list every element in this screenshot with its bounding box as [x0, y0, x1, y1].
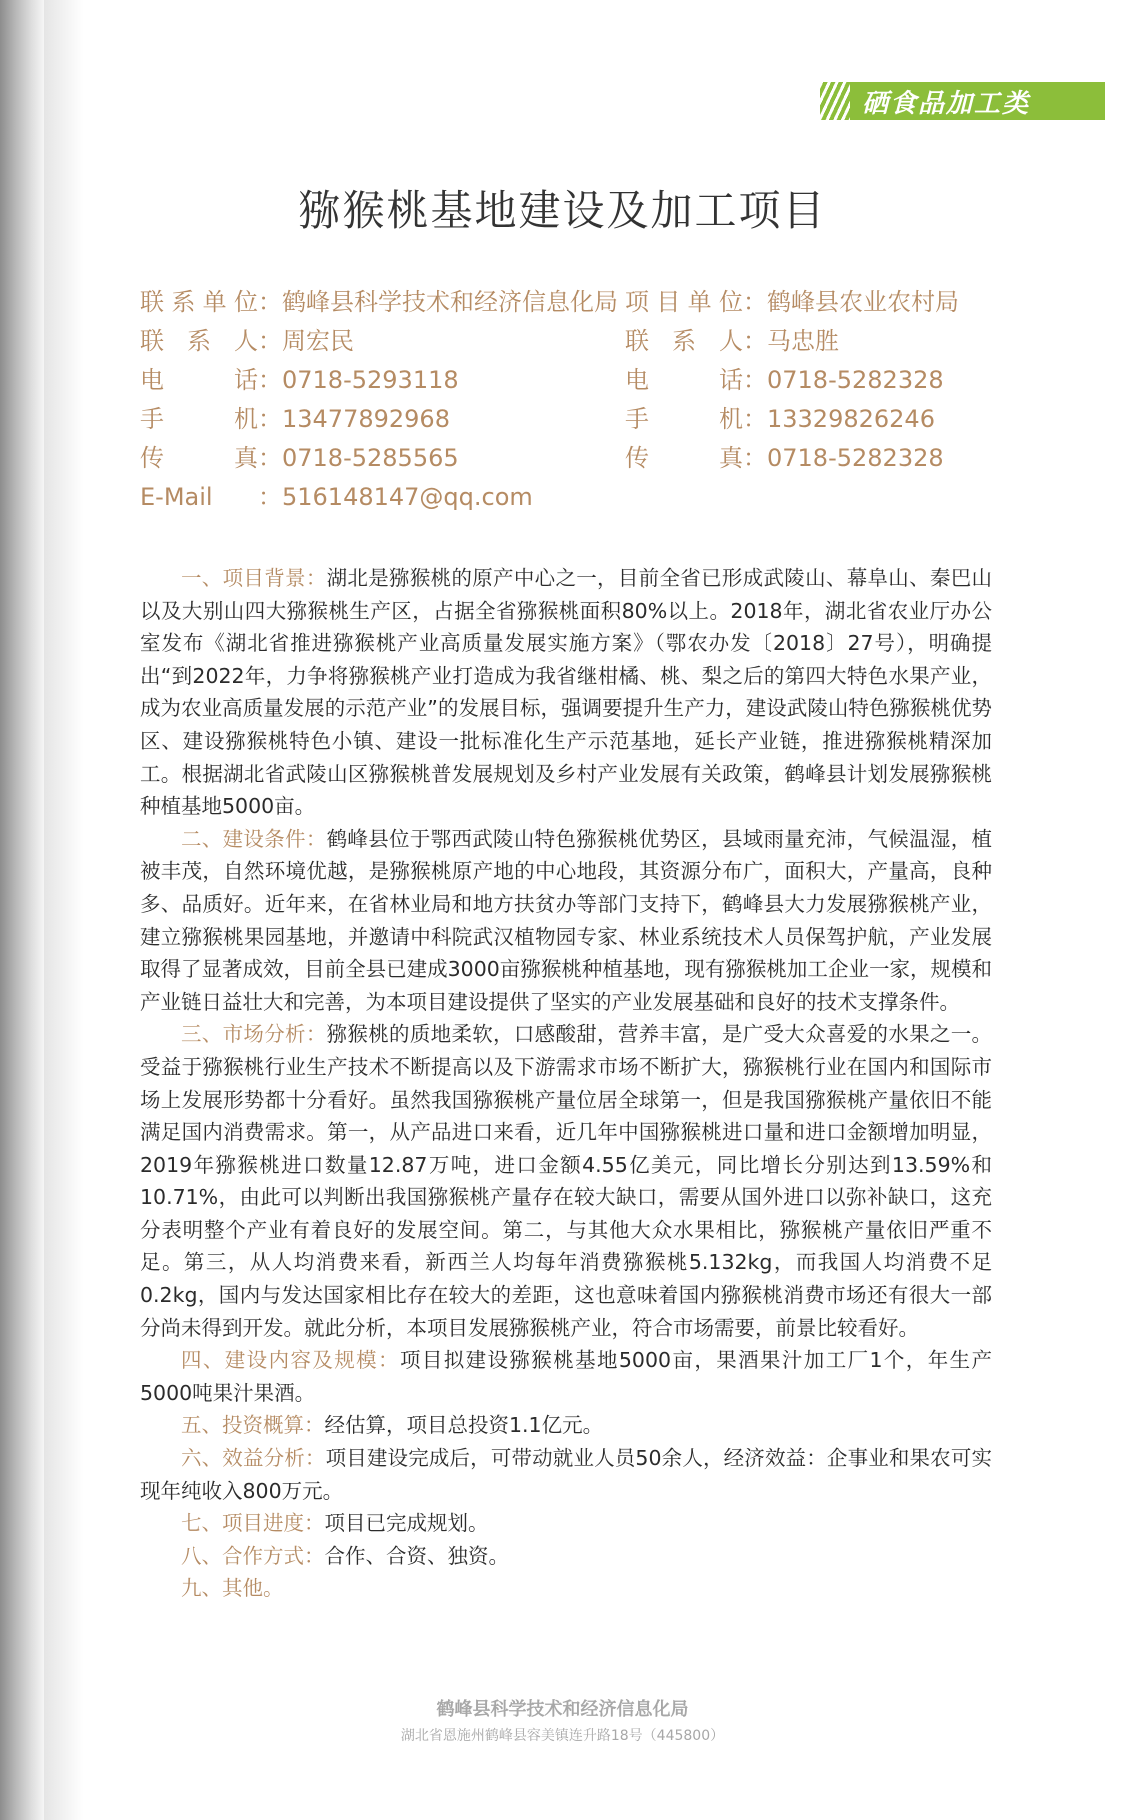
category-banner — [820, 82, 1105, 120]
section-paragraph — [140, 1572, 992, 1605]
section-heading: 七、项目进度： — [181, 1511, 325, 1536]
section-text: 项目建设完成后，可带动就业人员50余人，经济效益：企事业和果农可实现年纯收入800万元。 — [140, 1446, 992, 1503]
contact-item: 手 机：13329826246 — [625, 399, 935, 434]
section-paragraph — [140, 1344, 992, 1409]
contact-label: 电 话 — [140, 366, 258, 394]
contact-label: E-Mail — [140, 483, 213, 511]
page-title: 猕猴桃基地建设及加工项目 — [298, 186, 827, 235]
contact-row — [140, 282, 1040, 321]
contact-label: 传 真 — [140, 444, 258, 472]
section-heading: 四、建设内容及规模： — [181, 1348, 400, 1373]
contact-row — [140, 360, 1040, 399]
section-paragraph — [140, 1507, 992, 1540]
contact-label: 手 机 — [140, 405, 258, 433]
contact-item: 联 系 人：周宏民 — [140, 321, 354, 356]
contact-value: 13329826246 — [767, 405, 935, 433]
section-paragraph — [140, 1409, 992, 1442]
contact-row — [140, 321, 1040, 360]
section-heading: 五、投资概算： — [181, 1413, 325, 1438]
section-heading: 一、项目背景： — [181, 566, 327, 590]
section-heading: 六、效益分析： — [181, 1446, 326, 1471]
section-paragraph — [140, 823, 992, 1019]
contact-item: 传 真：0718-5282328 — [625, 438, 944, 473]
section-paragraph — [140, 1540, 992, 1573]
contact-item: 联 系 人：马忠胜 — [625, 321, 839, 356]
contact-label: 联 系 人 — [625, 327, 743, 355]
book-spine — [0, 0, 44, 1820]
section-heading: 二、建设条件： — [181, 826, 327, 851]
section-text: 猕猴桃的质地柔软，口感酸甜，营养丰富，是广受大众喜爱的水果之一。受益于猕猴桃行业生产技术不断提高以及下游需求市场不断扩大，猕猴桃行业在国内和国际市场上发展形势都十分看好。虽然我国猕猴桃产量位居全球第一，但是我国猕猴桃产量依旧不能满足国内消费需求。第一，从产品进口来看，近几年中国猕猴桃进口量和进口金额增加明显，2019年猕猴桃进口数量12.87万吨，进口金额4.55亿美元，同比增长分别达到13.59%和10.71%，由此可以判断出我国猕猴桃产量存在较大缺口，需要从国外进口以弥补缺口，这充分表明整个产业有着良好的发展空间。第二，与其他大众水果相比，猕猴桃产量依旧严重不足。第三，从人均消费来看，新西兰人均每年消费猕猴桃5.132kg，而我国人均消费不足0.2kg，国内与发达国家相比存在较大的差距，这也意味着国内猕猴桃消费市场还有很大一部分尚未得到开发。就此分析，本项目发展猕猴桃产业，符合市场需要，前景比较看好。 — [140, 1022, 993, 1340]
contact-value: 13477892968 — [282, 405, 450, 433]
contact-item: E-Mail ：516148147@qq.com — [140, 483, 533, 511]
contact-label: 手 机 — [625, 405, 743, 433]
section-text: 项目已完成规划。 — [324, 1511, 489, 1536]
section-heading: 三、市场分析： — [181, 1022, 327, 1047]
body-text — [140, 562, 992, 1605]
footer-organization: 鹤峰县科学技术和经济信息化局 — [436, 1699, 689, 1720]
contact-label: 电 话 — [625, 366, 743, 394]
contact-item: 联系单位：鹤峰县科学技术和经济信息化局 — [140, 282, 618, 317]
contact-value: 0718-5285565 — [282, 444, 459, 472]
contact-info — [140, 282, 1040, 516]
contact-row — [140, 399, 1040, 438]
contact-value: 0718-5282328 — [767, 366, 944, 394]
section-paragraph — [140, 562, 992, 823]
contact-item: 电 话：0718-5293118 — [140, 360, 459, 395]
spine-shadow — [44, 0, 84, 1820]
contact-value: 0718-5282328 — [767, 444, 944, 472]
contact-value: 鹤峰县农业农村局 — [767, 288, 959, 316]
section-text: 湖北是猕猴桃的原产中心之一，目前全省已形成武陵山、幕阜山、秦巴山以及大别山四大猕猴桃生产区，占据全省猕猴桃面积80%以上。2018年，湖北省农业厅办公室发布《湖北省推进猕猴桃产业高质量发展实施方案》（鄂农办发〔2018〕27号），明确提出“到2022年，力争将猕猴桃产业打造成为我省继柑橘、桃、梨之后的第四大特色水果产业，成为农业高质量发展的示范产业”的发展目标，强调要提升生产力，建设武陵山特色猕猴桃优势区、建设猕猴桃特色小镇、建设一批标准化生产示范基地，延长产业链，推进猕猴桃精深加工。根据湖北省武陵山区猕猴桃普发展规划及乡村产业发展有关政策，鹤峰县计划发展猕猴桃种植基地5000亩。 — [140, 566, 993, 819]
section-paragraph — [140, 1442, 992, 1507]
contact-label: 联系单位 — [140, 288, 258, 316]
contact-value: 马忠胜 — [767, 327, 839, 355]
contact-item: 传 真：0718-5285565 — [140, 438, 459, 473]
contact-item: 项目单位：鹤峰县农业农村局 — [625, 282, 959, 317]
page-footer — [0, 1695, 1125, 1745]
contact-label: 项目单位 — [625, 288, 743, 316]
contact-row — [140, 438, 1040, 477]
contact-value: 鹤峰县科学技术和经济信息化局 — [282, 288, 618, 316]
contact-value: 0718-5293118 — [282, 366, 459, 394]
section-text: 项目拟建设猕猴桃基地5000亩，果酒果汁加工厂1个，年生产5000吨果汁果酒。 — [140, 1348, 992, 1405]
section-paragraph — [140, 1018, 992, 1344]
contact-item: 手 机：13477892968 — [140, 399, 450, 434]
section-text: 经估算，项目总投资1.1亿元。 — [324, 1413, 604, 1438]
category-label: 硒食品加工类 — [862, 88, 1031, 119]
contact-label: 传 真 — [625, 444, 743, 472]
section-text: 鹤峰县位于鄂西武陵山特色猕猴桃优势区，县域雨量充沛，气候温湿，植被丰茂，自然环境优越，是猕猴桃原产地的中心地段，其资源分布广，面积大，产量高，良种多、品质好。近年来，在省林业局和地方扶贫办等部门支持下，鹤峰县大力发展猕猴桃产业，建立猕猴桃果园基地，并邀请中科院武汉植物园专家、林业系统技术人员保驾护航，产业发展取得了显著成效，目前全县已建成3000亩猕猴桃种植基地，现有猕猴桃加工企业一家，规模和产业链日益壮大和完善，为本项目建设提供了坚实的产业发展基础和良好的技术支撑条件。 — [140, 826, 993, 1014]
section-heading: 八、合作方式： — [181, 1543, 325, 1568]
section-heading: 九、其他。 — [181, 1576, 284, 1601]
contact-label: 联 系 人 — [140, 327, 258, 355]
contact-row — [140, 477, 1040, 516]
email-link[interactable]: 516148147@qq.com — [282, 483, 533, 511]
footer-address: 湖北省恩施州鹤峰县容美镇连升路18号（445800） — [400, 1728, 725, 1744]
contact-item: 电 话：0718-5282328 — [625, 360, 944, 395]
contact-value: 周宏民 — [282, 327, 354, 355]
stripes-decoration — [820, 82, 850, 120]
section-text: 合作、合资、独资。 — [324, 1543, 509, 1568]
